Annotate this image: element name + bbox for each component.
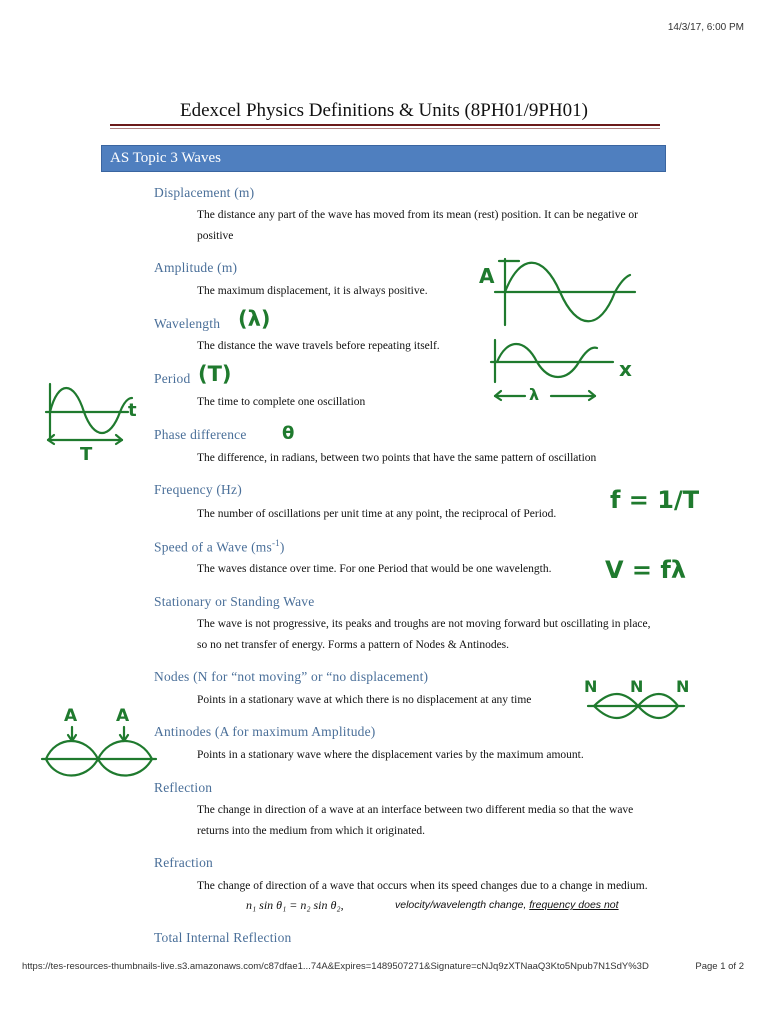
amplitude-sketch xyxy=(475,255,645,335)
period-sketch xyxy=(40,382,150,465)
wavelength-sketch xyxy=(485,338,645,406)
nodes-sketch xyxy=(580,676,730,726)
handwritten-x-label: x xyxy=(619,357,632,381)
term-nodes: Nodes (N for “not moving” or “no displacement) xyxy=(154,669,429,684)
handwritten-lambda-label: λ xyxy=(529,385,540,404)
def-frequency: The number of oscillations per unit time at any point, the reciprocal of Period. xyxy=(197,508,557,520)
term-total-internal-reflection: Total Internal Reflection xyxy=(154,930,292,942)
term-frequency: Frequency (Hz) xyxy=(154,482,242,497)
term-speed-of-wave: Speed of a Wave $(ms^{-1})$ xyxy=(154,538,285,555)
def-stationary-wave: The wave is not progressive, its peaks and troughs are not moving forward but oscillating in place, so no net transfer of energy. Forms a pattern of Nodes & Antinodes. xyxy=(197,618,651,651)
title-rule-thin xyxy=(110,128,660,129)
term-refraction: Refraction xyxy=(154,855,213,870)
def-reflection: The change in direction of a wave at an interface between two different media so that the wave returns into the medium from which it originated. xyxy=(197,804,634,837)
term-wavelength: Wavelength xyxy=(154,316,221,331)
handwritten-antinode-label-1: A xyxy=(64,706,78,726)
term-phase-difference: Phase difference xyxy=(154,427,247,442)
def-nodes: Points in a stationary wave at which there is no displacement at any time xyxy=(197,694,532,706)
def-displacement: The distance any part of the wave has moved from its mean (rest) position. It can be negative or positive xyxy=(197,209,639,242)
term-stationary-wave: Stationary or Standing Wave xyxy=(154,594,315,609)
title-rule xyxy=(110,124,660,126)
handwritten-node-label-1: N xyxy=(584,677,598,696)
handwritten-period: (T) xyxy=(198,362,232,386)
antinodes-sketch xyxy=(40,705,160,775)
handwritten-frequency-formula: f = 1/T xyxy=(610,486,700,514)
topic-header-bar: AS Topic 3 Waves xyxy=(101,145,666,172)
term-displacement: Displacement (m) xyxy=(154,185,255,200)
handwritten-node-label-2: N xyxy=(630,677,644,696)
term-reflection: Reflection xyxy=(154,780,213,795)
term-amplitude: Amplitude (m) xyxy=(154,260,238,275)
handwritten-t-label: t xyxy=(128,400,137,421)
handwritten-amplitude-label: A xyxy=(479,264,495,288)
snells-law-formula: n₁ sin θ₁ = n₂ sin θ₂, xyxy=(246,898,344,912)
handwritten-T-label: T xyxy=(80,444,93,465)
document-title: Edexcel Physics Definitions & Units (8PH01/9PH01) xyxy=(180,100,588,121)
term-period: Period xyxy=(154,371,191,386)
print-timestamp: 14/3/17, 6:00 PM xyxy=(667,22,744,33)
handwritten-theta: θ xyxy=(282,423,295,444)
term-antinodes: Antinodes (A for maximum Amplitude) xyxy=(154,724,376,739)
handwritten-lambda: (λ) xyxy=(238,307,271,331)
def-amplitude: The maximum displacement, it is always positive. xyxy=(197,285,428,297)
handwritten-antinode-label-2: A xyxy=(116,706,130,726)
def-antinodes: Points in a stationary wave where the displacement varies by the maximum amount. xyxy=(197,749,584,761)
def-wavelength: The distance the wave travels before repeating itself. xyxy=(197,340,440,352)
handwritten-speed-formula: V = fλ xyxy=(605,556,687,584)
handwritten-node-label-3: N xyxy=(676,677,690,696)
def-speed-of-wave: The waves distance over time. For one Period that would be one wavelength. xyxy=(197,563,552,575)
refraction-note: velocity/wavelength change, frequency does not xyxy=(395,899,619,911)
def-phase-difference: The difference, in radians, between two points that have the same pattern of oscillation xyxy=(197,452,597,464)
def-refraction: The change of direction of a wave that occurs when its speed changes due to a change in medium. xyxy=(197,880,648,892)
footer-url: https://tes-resources-thumbnails-live.s3.amazonaws.com/c87dfae1...74A&Expires=1489507271&Signature=cNJq9zXTNaaQ3Kto5Npub7N1SdY%3D xyxy=(22,961,649,972)
def-period: The time to complete one oscillation xyxy=(197,396,366,408)
footer-page-number: Page 1 of 2 xyxy=(695,961,744,972)
